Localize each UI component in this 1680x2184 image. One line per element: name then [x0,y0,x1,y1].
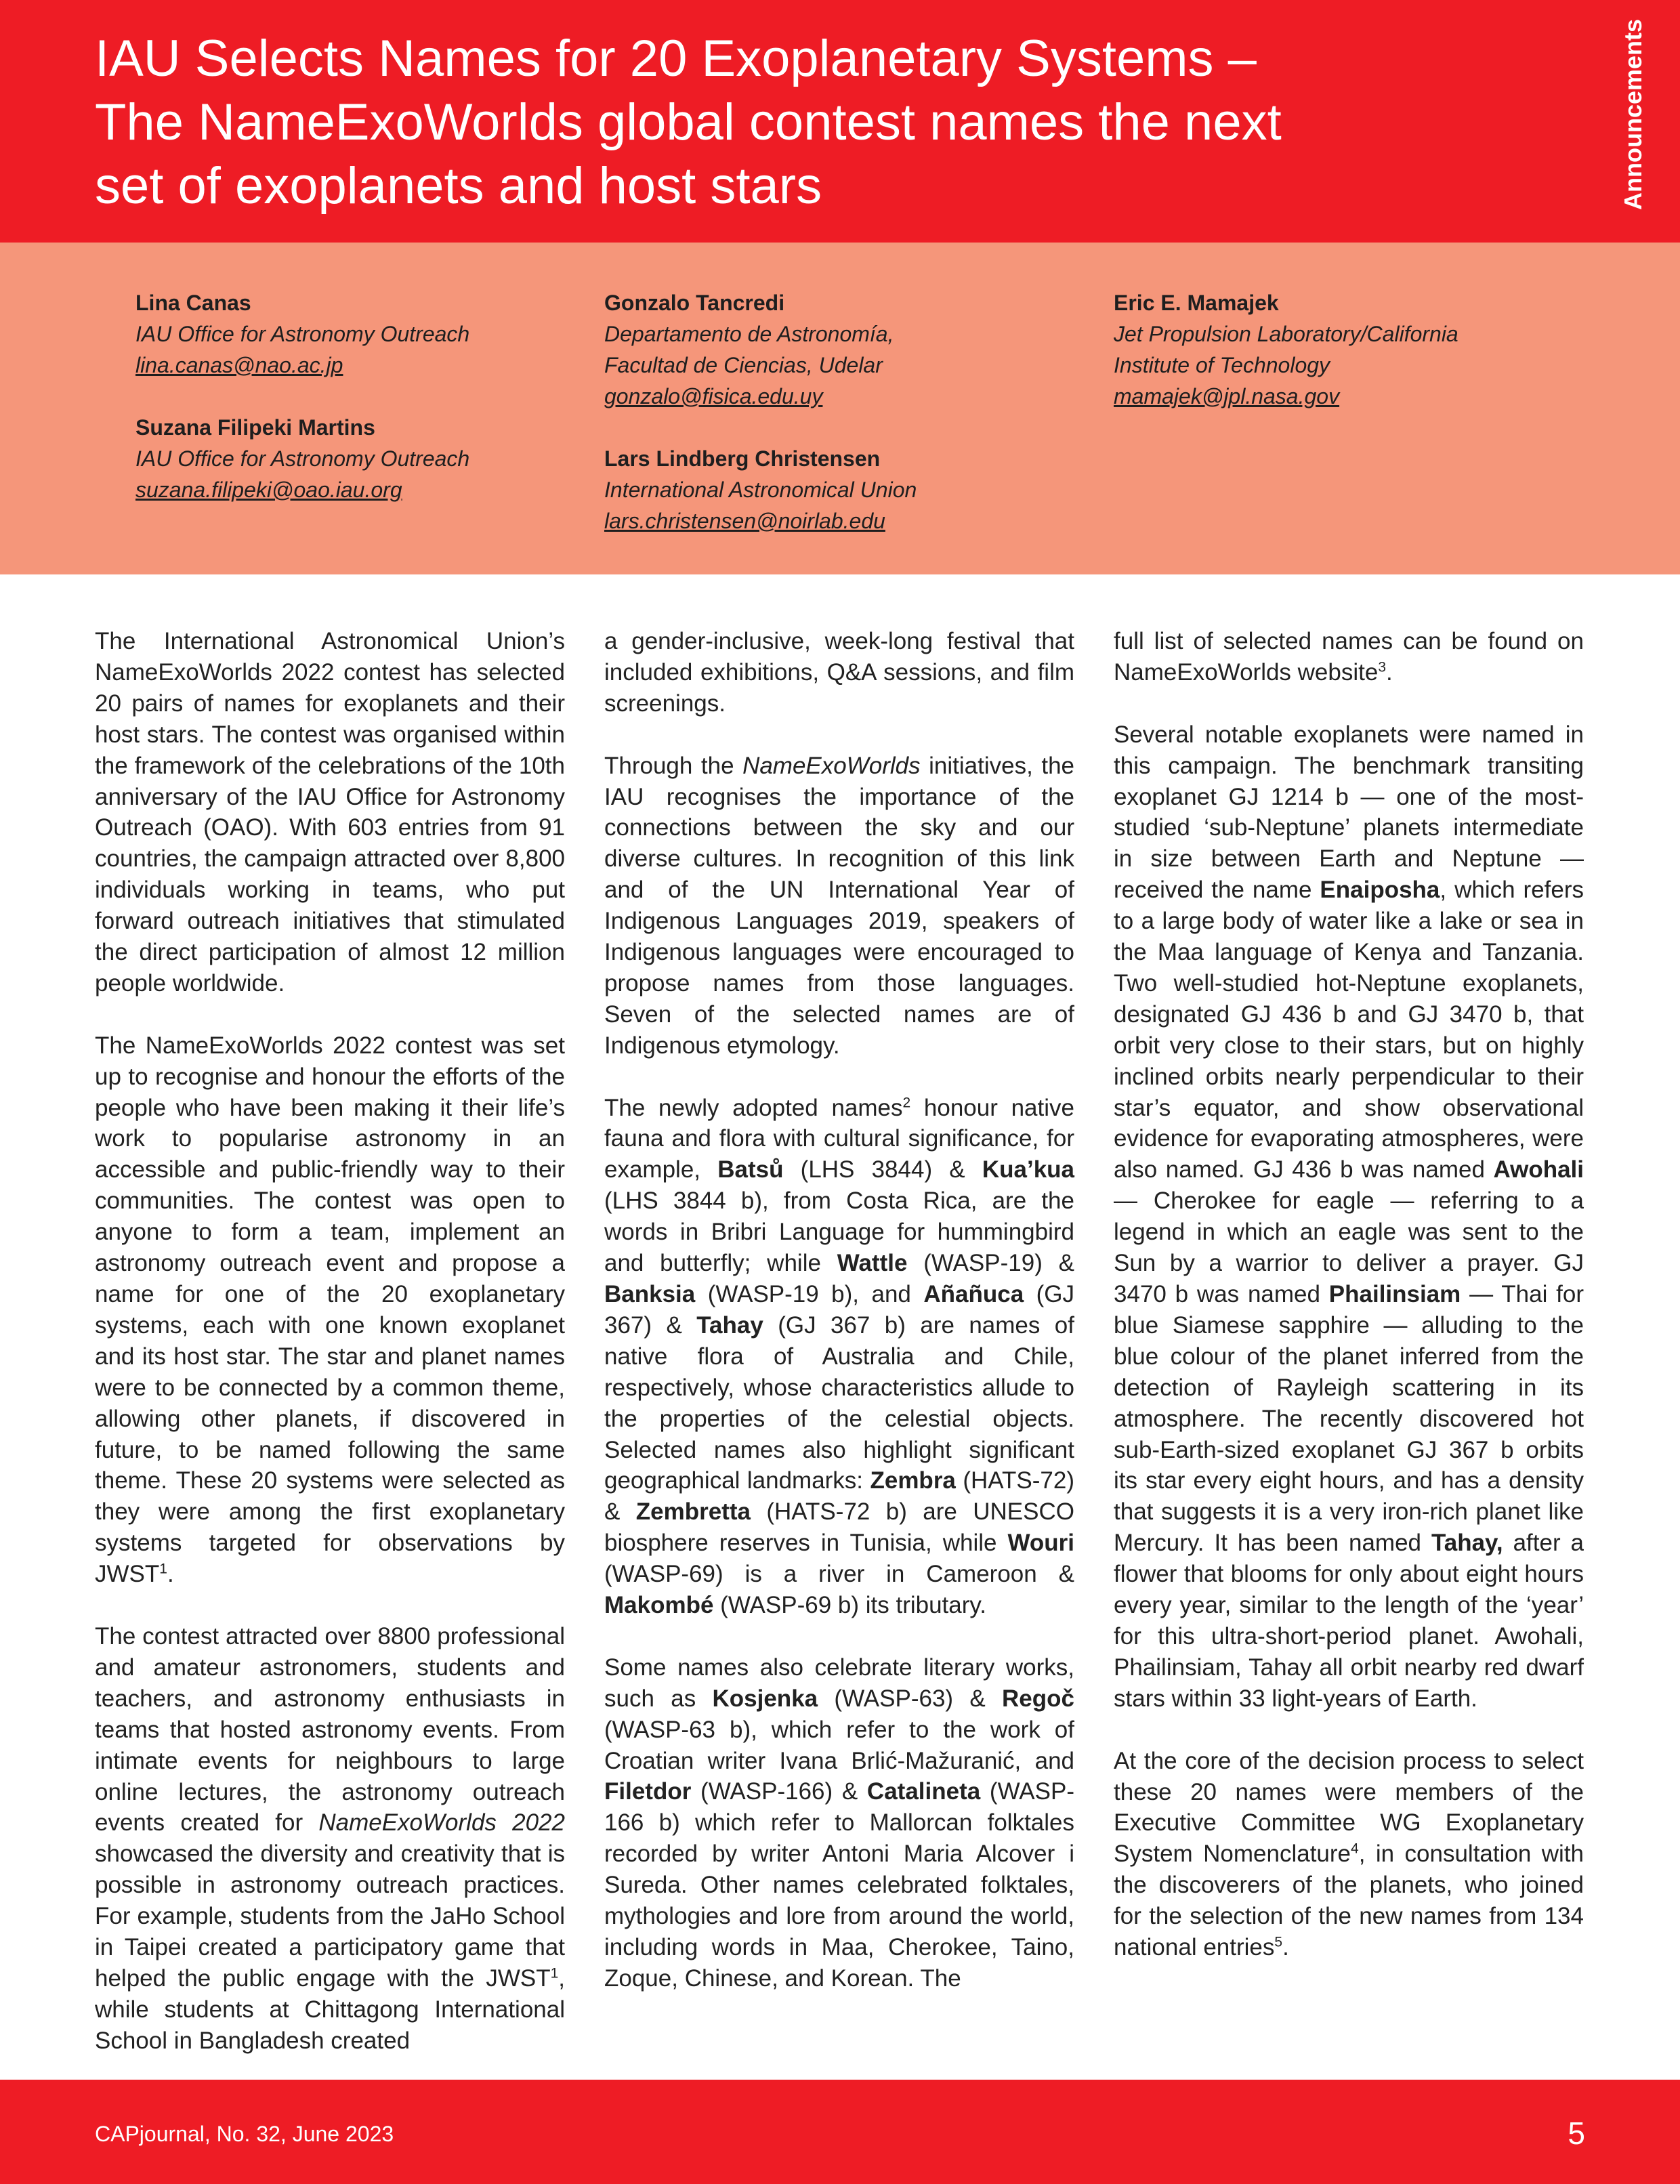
author-block [604,443,917,537]
author-name: Lina Canas [135,291,251,315]
section-label: Announcements [1619,18,1647,210]
paragraph: The International Astronomical Union’s NameExoWorlds 2022 contest has selected 20 pairs of names for exoplanets and their host stars. The contest was organised within the framework of the celebrations of the 10th anniversary of the IAU Office for Astronomy Outreach (OAO). With 603 entries from 91 countries, the campaign attracted over 8,800 individuals working in teams, who put forward outreach initiatives that stimulated the direct participation of almost 12 million people worldwide. [95,628,565,996]
paragraph: The newly adopted names$^2$ honour native fauna and flora with cultural significance, for example, Batsů (LHS 3844) & Kua’kua (LHS 3844 b), from Costa Rica, are the words in Bribri Language for hummingbird and butterfly; while Wattle (WASP-19) & Banksia (WASP-19 b), and Añañuca (GJ 367) & Tahay (GJ 367 b) are names of native flora of Australia and Chile, respectively, whose characteristics allude to the properties of the celestial objects. Selected names also highlight significant geographical landmarks: Zembra (HATS-72) & Zembretta (HATS-72 b) are UNESCO biosphere reserves in Tunisia, while Wouri (WASP-69) is a river in Cameroon & Makombé (WASP-69 b) its tributary. [604,1094,1074,1619]
author-affiliation: Institute of Technology [1114,353,1330,377]
author-email-link[interactable]: lars.christensen@noirlab.edu [604,509,885,533]
author-email-link[interactable]: suzana.filipeki@oao.iau.org [135,478,402,502]
author-block [135,287,469,381]
author-affiliation: IAU Office for Astronomy Outreach [135,322,470,346]
paragraph: At the core of the decision process to select these 20 names were members of the Executive Committee WG Exoplanetary System Nomenclature$^4$, in consultation with the discoverers of the planets, who joined for the selection of the new names from 134 national entries$^5$. [1114,1747,1584,1961]
author-email-link[interactable]: gonzalo@fisica.edu.uy [604,384,823,408]
footer-banner [0,2080,1680,2184]
text-column-3 [1114,626,1584,1994]
author-block [1114,287,1458,412]
paragraph: full list of selected names can be found on NameExoWorlds website$^3$. [1114,628,1584,686]
author-name: Suzana Filipeki Martins [135,415,375,440]
text-column-1 [95,626,565,2088]
author-affiliation: Departamento de Astronomía, [604,322,894,346]
header-banner [0,0,1680,243]
article-title [95,27,1450,218]
title-line: set of exoplanets and host stars [95,157,822,215]
paragraph: Some names also celebrate literary works, such as Kosjenka (WASP-63) & Regoč (WASP-63 b), which refer to the work of Croatian writer Ivana Brlić-Mažuranić, and Filetdor (WASP-166) & Catalineta (WASP-166 b) which refer to Mallorcan folktales recorded by writer Antoni Maria Alcover i Sureda. Other names celebrated folktales, mythologies and lore from around the world, including words in Maa, Cherokee, Taino, Zoque, Chinese, and Korean. The [604,1654,1074,1992]
author-block [604,287,894,412]
author-name: Lars Lindberg Christensen [604,446,881,471]
author-affiliation: IAU Office for Astronomy Outreach [135,446,470,471]
title-line: The NameExoWorlds global contest names the next [95,93,1282,151]
journal-citation: CAPjournal, No. 32, June 2023 [95,2122,394,2146]
author-affiliation: International Astronomical Union [604,478,917,502]
author-block [135,412,469,505]
author-email-link[interactable]: mamajek@jpl.nasa.gov [1114,384,1340,408]
paragraph: The contest attracted over 8800 professional and amateur astronomers, students and teachers, and astronomy enthusiasts in teams that hosted astronomy events. From intimate events for neighbours to large online lectures, the astronomy outreach events created for NameExoWorlds 2022 showcased the diversity and creativity that is possible in astronomy outreach practices. For example, students from the JaHo School in Taipei created a participatory game that helped the public engage with the JWST$^1$, while students at Chittagong International School in Bangladesh created [95,1622,565,2054]
author-name: Eric E. Mamajek [1114,291,1279,315]
paragraph: The NameExoWorlds 2022 contest was set up to recognise and honour the efforts of the people who have been making it their life’s work to popularise astronomy in an accessible and public-friendly way to their communities. The contest was open to anyone to form a team, implement an astronomy outreach event and propose a name for one of the 20 exoplanetary systems, each with one known exoplanet and its host star. The star and planet names were to be connected by a common theme, allowing other planets, if discovered in future, to be named following the same theme. These 20 systems were selected as they were among the first exoplanetary systems targeted for observations by JWST$^1$. [95,1032,565,1588]
text-column-2 [604,626,1074,2025]
page-number: 5 [1568,2116,1585,2151]
author-affiliation: Facultad de Ciencias, Udelar [604,353,883,377]
author-name: Gonzalo Tancredi [604,291,785,315]
paragraph: Through the NameExoWorlds initiatives, the IAU recognises the importance of the connections between the sky and our diverse cultures. In recognition of this link and of the UN International Year of Indigenous Languages 2019, speakers of Indigenous languages were encouraged to propose names from those languages. Seven of the selected names are of Indigenous etymology. [604,752,1075,1059]
authors-band [0,243,1680,574]
author-affiliation: Jet Propulsion Laboratory/California [1114,322,1458,346]
author-email-link[interactable]: lina.canas@nao.ac.jp [135,353,343,377]
paragraph: a gender-inclusive, week-long festival that included exhibitions, Q&A sessions, and film screenings. [604,628,1074,717]
paragraph: Several notable exoplanets were named in this campaign. The benchmark transiting exoplanet GJ 1214 b — one of the most-studied ‘sub-Neptune’ planets intermediate in size between Earth and Neptune — received the name Enaiposha, which refers to a large body of water like a lake or sea in the Maa language of Kenya and Tanzania. Two well-studied hot-Neptune exoplanets, designated GJ 436 b and GJ 3470 b, that orbit very close to their stars, but on highly inclined orbits nearly perpendicular to their star’s equator, and show observational evidence for evaporating atmospheres, were also named. GJ 436 b was named Awohali — Cherokee for eagle — referring to a legend in which an eagle was sent to the Sun by a warrior to deliver a prayer. GJ 3470 b was named Phailinsiam — Thai for blue Siamese sapphire — alluding to the blue colour of the planet inferred from the detection of Rayleigh scattering in its atmosphere. The recently discovered hot sub-Earth-sized exoplanet GJ 367 b orbits its star every eight hours, and has a density that suggests it is a very iron-rich planet like Mercury. It has been named Tahay, after a flower that blooms for only about eight hours every year, similar to the length of the ‘year’ for this ultra-short-period planet. Awohali, Phailinsiam, Tahay all orbit nearby red dwarf stars within 33 light-years of Earth. [1114,721,1584,1712]
title-line: IAU Selects Names for 20 Exoplanetary Systems – [95,30,1257,87]
